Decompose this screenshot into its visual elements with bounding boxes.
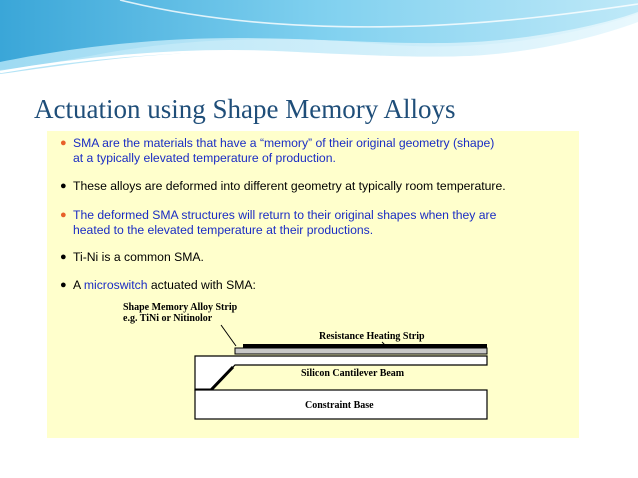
bullet-line: The deformed SMA structures will return to their original shapes when they are (73, 208, 497, 222)
resistance-heating-strip (243, 344, 487, 348)
microswitch-diagram (47, 131, 579, 438)
sma-strip-label: Shape Memory Alloy Strip (123, 302, 238, 313)
shape-memory-alloy-strip (235, 348, 487, 354)
bullet-dot-icon: ● (60, 251, 67, 263)
cantilever-beam-label: Silicon Cantilever Beam (301, 368, 405, 379)
bullet-text-prefix: A (73, 278, 84, 292)
slide-title: Actuation using Shape Memory Alloys (34, 94, 456, 124)
content-panel (47, 131, 579, 438)
bullet-line: Ti-Ni is a common SMA. (73, 250, 204, 264)
bullet-line: SMA are the materials that have a “memory” of their original geometry (shape) (73, 136, 495, 150)
bullet-dot-icon: ● (60, 279, 67, 291)
constraint-base-label: Constraint Base (305, 400, 374, 411)
microswitch-highlight: microswitch (83, 278, 148, 292)
heating-strip-label: Resistance Heating Strip (319, 331, 425, 342)
bullet-text-suffix: actuated with SMA: (147, 278, 256, 292)
bullet-dot-icon: ● (60, 180, 67, 192)
bullet-line: at a typically elevated temperature of production. (73, 151, 336, 165)
bullet-line: These alloys are deformed into different geometry at typically room temperature. (73, 179, 506, 193)
bullet-dot-icon: ● (60, 137, 67, 149)
sma-example-label: e.g. TiNi or Nitinolor (123, 313, 213, 324)
bullet-dot-icon: ● (60, 209, 67, 221)
sma-leader-line (221, 325, 236, 346)
header-wave-decoration (0, 0, 638, 80)
bullet-line: heated to the elevated temperature at their productions. (73, 223, 374, 237)
